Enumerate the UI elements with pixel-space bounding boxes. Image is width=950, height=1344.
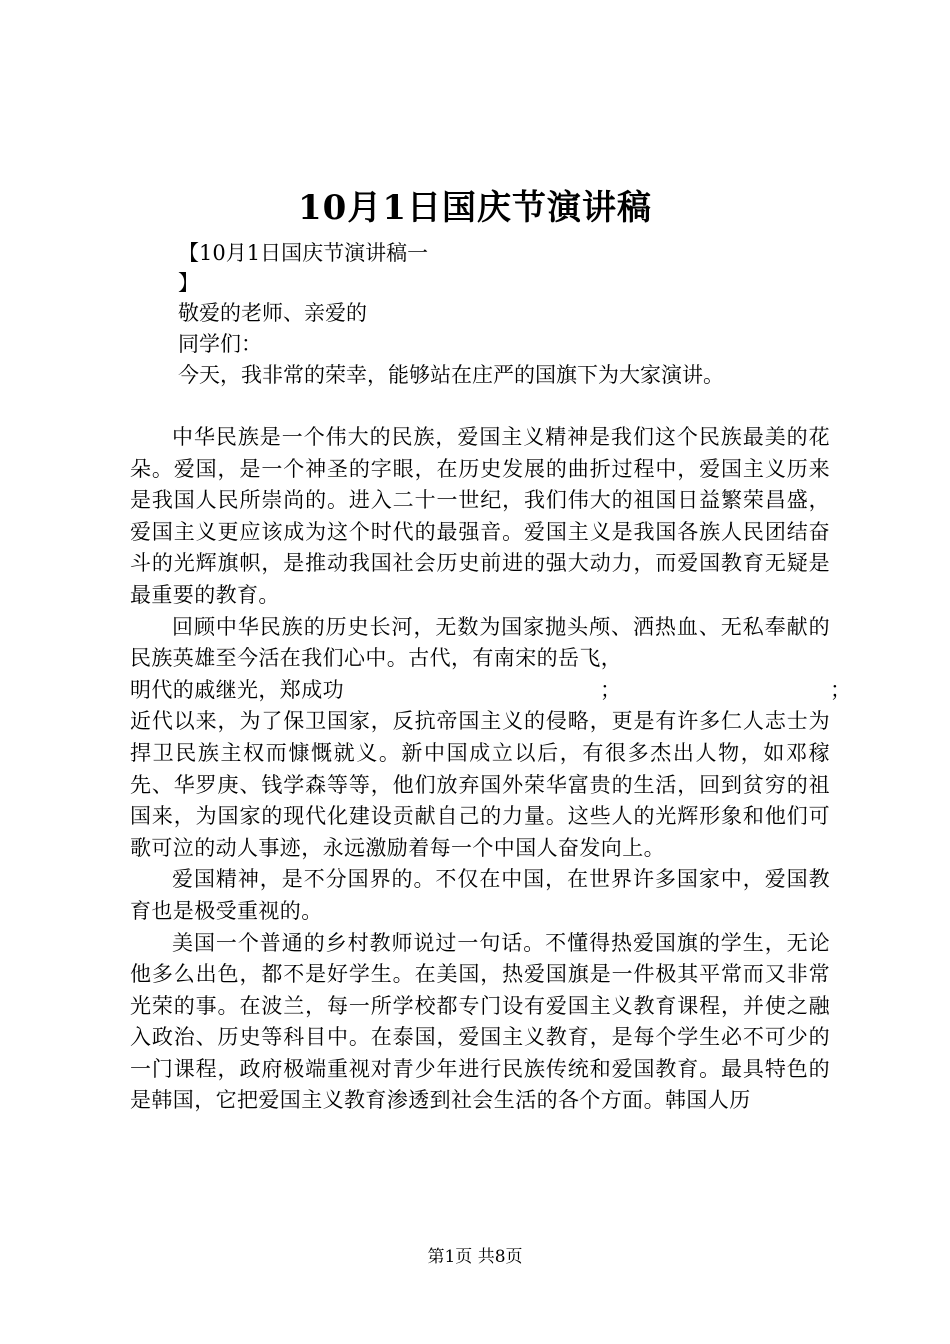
paragraph-2-part-1: 回顾中华民族的历史长河，无数为国家抛头颅、洒热血、无私奉献的民族英雄至今活在我们心中。古代，有南宋的岳飞， <box>130 614 830 671</box>
paragraph-2-row-text: 明代的戚继光，郑成功 <box>130 677 344 702</box>
paragraph-2-part-2: 近代以来，为了保卫国家，反抗帝国主义的侵略，更是有许多仁人志士为捍卫民族主权而慷慨就义。新中国成立以后，有很多杰出人物，如邓稼先、华罗庚、钱学森等等，他们放弃国外荣华富贵的生活，回到贫穷的祖国来，为国家的现代化建设贡献自己的力量。这些人的光辉形象和他们可歌可泣的动人事迹，永远激励着每一个中国人奋发向上。 <box>130 709 830 860</box>
page-number-footer: 第1页 共8页 <box>427 1247 523 1267</box>
paragraph-2-semicolon-1: ； <box>600 677 622 702</box>
document-body <box>130 422 852 1117</box>
paragraph-1: 中华民族是一个伟大的民族，爱国主义精神是我们这个民族最美的花朵。爱国，是一个神圣的字眼，在历史发展的曲折过程中，爱国主义历来是我国人民所崇尚的。进入二十一世纪，我们伟大的祖国日益繁荣昌盛，爱国主义更应该成为这个时代的最强音。爱国主义是我国各族人民团结奋斗的光辉旗帜，是推动我国社会历史前进的强大动力，而爱国教育无疑是最重要的教育。 <box>130 425 830 607</box>
paragraph-2-gap-row <box>130 675 852 707</box>
paragraph-4: 美国一个普通的乡村教师说过一句话。不懂得热爱国旗的学生，无论他多么出色，都不是好学生。在美国，热爱国旗是一件极其平常而又非常光荣的事。在波兰，每一所学校都专门设有爱国主义教育课程，并使之融入政治、历史等科目中。在泰国，爱国主义教育，是每个学生必不可少的一门课程，政府极端重视对青少年进行民族传统和爱国教育。最具特色的是韩国，它把爱国主义教育渗透到社会生活的各个方面。韩国人历 <box>130 930 830 1113</box>
document-title: 10月1日国庆节演讲稿 <box>298 188 652 228</box>
paragraph-2-semicolon-2: ； <box>830 677 852 702</box>
greeting-line-1: 敬爱的老师、亲爱的 <box>178 301 367 325</box>
heading-line-1: 【10月1日国庆节演讲稿一 <box>178 241 429 265</box>
heading-line-2: 】 <box>178 271 199 295</box>
greeting-line-2: 同学们： <box>178 332 262 356</box>
intro-line: 今天，我非常的荣幸，能够站在庄严的国旗下为大家演讲。 <box>178 363 724 387</box>
paragraph-3: 爱国精神，是不分国界的。不仅在中国，在世界许多国家中，爱国教育也是极受重视的。 <box>130 867 830 923</box>
